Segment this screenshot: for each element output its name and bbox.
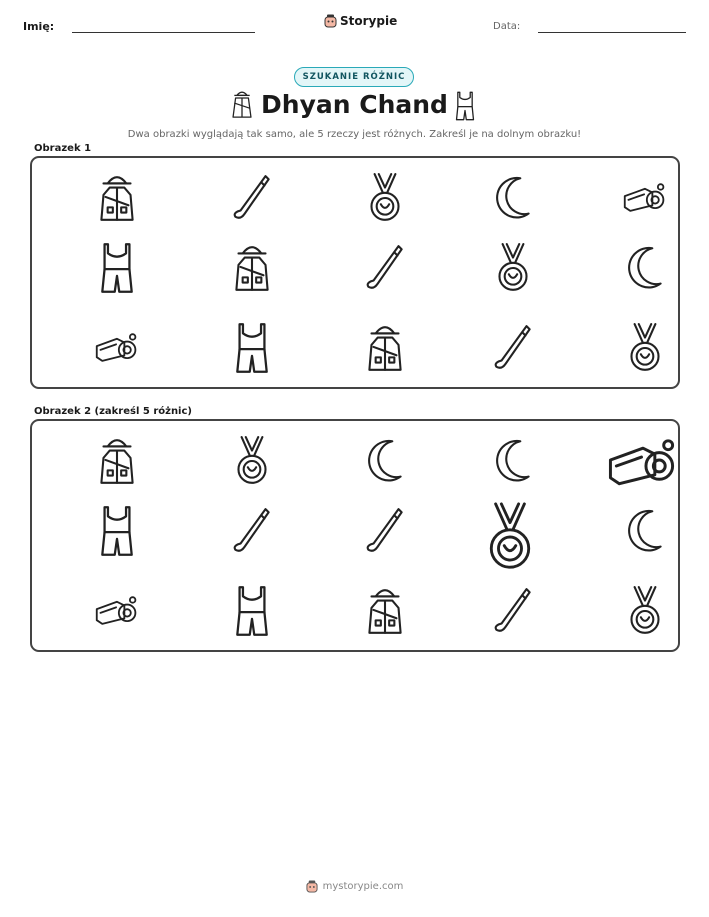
brand-name: Storypie bbox=[340, 14, 398, 28]
hockey-stick-icon[interactable] bbox=[229, 505, 275, 557]
medal-icon bbox=[362, 172, 408, 224]
whistle-icon bbox=[622, 172, 668, 224]
medal-icon[interactable] bbox=[229, 435, 275, 487]
footer-url: mystorypie.com bbox=[322, 881, 404, 892]
medal-icon[interactable] bbox=[478, 501, 542, 573]
singlet-icon bbox=[94, 242, 140, 294]
picture1-panel bbox=[30, 156, 680, 389]
singlet-icon bbox=[229, 322, 275, 374]
whistle-icon[interactable] bbox=[94, 585, 140, 637]
crescent-moon-icon[interactable] bbox=[362, 435, 408, 487]
hockey-stick-icon[interactable] bbox=[362, 505, 408, 557]
storypie-mascot-icon bbox=[324, 14, 337, 28]
medal-icon bbox=[622, 322, 668, 374]
medal-icon[interactable] bbox=[622, 585, 668, 637]
name-label: Imię: bbox=[23, 20, 55, 33]
hockey-stick-icon bbox=[229, 172, 275, 224]
date-label: Data: bbox=[493, 21, 521, 32]
singlet-icon[interactable] bbox=[229, 585, 275, 637]
activity-badge: SZUKANIE RÓŻNIC bbox=[294, 67, 414, 87]
instructions-text: Dwa obrazki wyglądają tak samo, ale 5 rzeczy jest różnych. Zakreśl je na dolnym obrazku! bbox=[127, 129, 582, 140]
crescent-moon-icon[interactable] bbox=[490, 435, 536, 487]
date-field[interactable] bbox=[538, 32, 686, 33]
uniform-icon[interactable] bbox=[94, 435, 140, 487]
picture2-label: Obrazek 2 (zakreśl 5 różnic) bbox=[34, 406, 192, 417]
name-field[interactable] bbox=[72, 32, 255, 33]
hockey-stick-icon[interactable] bbox=[490, 585, 536, 637]
picture1-label: Obrazek 1 bbox=[34, 143, 92, 154]
storypie-mascot-icon bbox=[306, 880, 318, 893]
uniform-icon bbox=[94, 172, 140, 224]
page-title: Dhyan Chand bbox=[261, 90, 448, 119]
uniform-icon bbox=[229, 242, 275, 294]
picture2-panel[interactable] bbox=[30, 419, 680, 652]
whistle-icon bbox=[94, 322, 140, 374]
whistle-icon[interactable] bbox=[606, 431, 680, 495]
crescent-moon-icon bbox=[490, 172, 536, 224]
title-singlet-icon bbox=[455, 91, 475, 121]
footer bbox=[0, 880, 709, 893]
crescent-moon-icon[interactable] bbox=[622, 505, 668, 557]
singlet-icon[interactable] bbox=[94, 505, 140, 557]
uniform-icon bbox=[362, 322, 408, 374]
medal-icon bbox=[490, 242, 536, 294]
uniform-icon[interactable] bbox=[362, 585, 408, 637]
hockey-stick-icon bbox=[490, 322, 536, 374]
hockey-stick-icon bbox=[362, 242, 408, 294]
brand-logo bbox=[324, 14, 397, 28]
crescent-moon-icon bbox=[622, 242, 668, 294]
